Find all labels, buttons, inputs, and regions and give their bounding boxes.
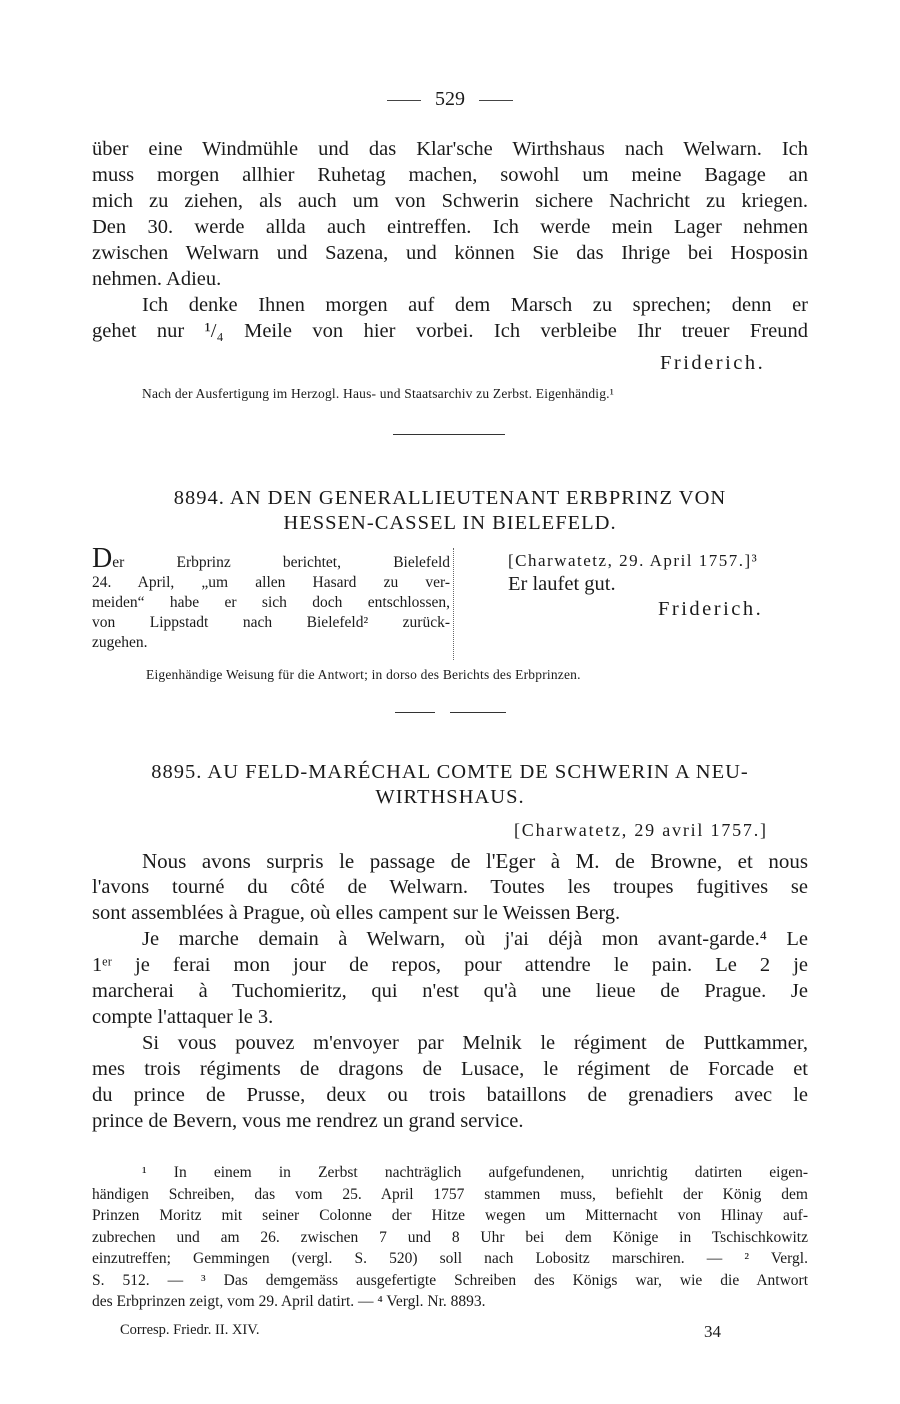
heading-line: HESSEN-CASSEL IN BIELEFELD.	[283, 512, 617, 534]
text-line: Nous avons surpris le passage de l'Eger à M. de Browne, et nous	[142, 849, 808, 873]
text-line: mes trois régiments de dragons de Lusace, le régiment de Forcade et	[92, 1058, 808, 1080]
text-line: zwischen Welwarn und Sazena, und können Sie das Ihrige bei Hosposin	[92, 242, 808, 264]
footnote-line: ¹ In einem in Zerbst nachträglich aufgefundenen, unrichtig datirten eigen-	[142, 1164, 808, 1181]
text-line: compte l'attaquer le 3.	[92, 1006, 274, 1028]
text-line: Si vous pouvez m'envoyer par Melnik le régiment de Puttkammer,	[142, 1032, 808, 1054]
footer-citation: Corresp. Friedr. II. XIV.	[120, 1322, 260, 1338]
header-dash-right	[479, 100, 513, 101]
footnote-line: Prinzen Moritz mit seiner Colonne der Hitze wegen um Mitternacht von Hlinay auf-	[92, 1207, 808, 1224]
summary-line: von Lippstadt nach Bielefeld² zurück-	[92, 614, 450, 631]
text-line: l'avons tourné du côté de Welwarn. Toutes les troupes fugitives se	[92, 876, 808, 898]
footnote-line: einzutreffen; Gemmingen (vergl. S. 520) soll nach Lobositz marschiren. — ² Vergl.	[92, 1250, 808, 1267]
page-header	[0, 88, 900, 111]
section-divider	[393, 434, 505, 435]
text-line: muss morgen allhier Ruhetag machen, sowohl um meine Bagage an	[92, 164, 808, 186]
text-line: mich zu ziehen, als auch um von Schwerin sichere Nachricht zu kriegen.	[92, 190, 808, 212]
summary-line: zugehen.	[92, 634, 148, 651]
date-place: [Charwatetz, 29. April 1757.]³	[508, 551, 759, 570]
letter-8894-heading	[92, 486, 808, 536]
text-line: marcherai à Tuchomieritz, qui n'est qu'à une lieue de Prague. Je	[92, 980, 808, 1002]
footnotes	[92, 1162, 808, 1313]
summary-line: Der Erbprinz berichtet, Bielefeld	[92, 543, 450, 574]
heading-line: 8894. AN DEN GENERALLIEUTENANT ERBPRINZ VON	[173, 487, 727, 509]
reply-text: Er laufet gut.	[508, 573, 616, 595]
text-line: sont assemblées à Prague, où elles campent sur le Weissen Berg.	[92, 902, 621, 924]
text-line: nehmen. Adieu.	[92, 268, 222, 290]
summary-line: 24. April, „um allen Hasard zu ver-	[92, 574, 450, 591]
source-note: Eigenhändige Weisung für die Antwort; in dorso des Berichts des Erbprinzen.	[146, 667, 581, 682]
letter-8895-heading	[92, 760, 808, 810]
text-line: du prince de Prusse, deux ou trois bataillons de grenadiers avec le	[92, 1084, 808, 1106]
summary-line: meiden“ habe er sich doch entschlossen,	[92, 594, 450, 611]
letter-8894-summary	[92, 543, 450, 653]
text-line: Den 30. werde allda auch eintreffen. Ich werde mein Lager nehmen	[92, 216, 808, 238]
header-dash-left	[387, 100, 421, 101]
letter-8895-body	[92, 848, 808, 1134]
source-note: Nach der Ausfertigung im Herzogl. Haus- und Staatsarchiv zu Zerbst. Eigenhändig.¹	[142, 386, 614, 401]
footnote-line: zubrechen und am 26. zwischen 7 und 8 Uhr bei dem Könige in Tschischkowitz	[92, 1228, 808, 1246]
footer-sheet-number: 34	[704, 1322, 721, 1341]
text-line: Ich denke Ihnen morgen auf dem Marsch zu sprechen; denn er	[142, 294, 808, 316]
drop-cap: D	[92, 543, 113, 574]
column-divider	[453, 548, 454, 660]
footnote-line: des Erbprinzen zeigt, vom 29. April datirt. — ⁴ Vergl. Nr. 8893.	[92, 1293, 486, 1310]
letter-8893-body	[92, 136, 808, 344]
signature: Friderich.	[658, 598, 764, 620]
date-place: [Charwatetz, 29 avril 1757.]	[514, 820, 768, 840]
footnote-line: S. 512. — ³ Das demgemäss ausgefertigte Schreiben des Königs war, wie die Antwort	[92, 1271, 808, 1289]
text-line: prince de Bevern, vous me rendrez un grand service.	[92, 1110, 524, 1132]
heading-line: 8895. AU FELD-MARÉCHAL COMTE DE SCHWERIN A NEU-	[151, 761, 749, 783]
section-divider	[450, 712, 506, 713]
heading-line: WIRTHSHAUS.	[375, 786, 525, 808]
text-line: über eine Windmühle und das Klar'sche Wirthshaus nach Welwarn. Ich	[92, 138, 808, 160]
text-line: 1ᵉʳ je ferai mon jour de repos, pour attendre le pain. Le 2 je	[92, 954, 808, 976]
text-line: gehet nur ¹/₄ Meile von hier vorbei. Ich verbleibe Ihr treuer Freund	[92, 320, 808, 342]
section-divider	[395, 712, 435, 713]
footnote-line: händigen Schreiben, das vom 25. April 1757 stammen muss, befiehlt der König dem	[92, 1185, 808, 1203]
signature: Friderich.	[660, 352, 766, 374]
letter-8894-reply	[508, 551, 798, 621]
text-line: Je marche demain à Welwarn, où j'ai déjà mon avant-garde.⁴ Le	[142, 928, 808, 950]
page-number: 529	[435, 88, 465, 110]
